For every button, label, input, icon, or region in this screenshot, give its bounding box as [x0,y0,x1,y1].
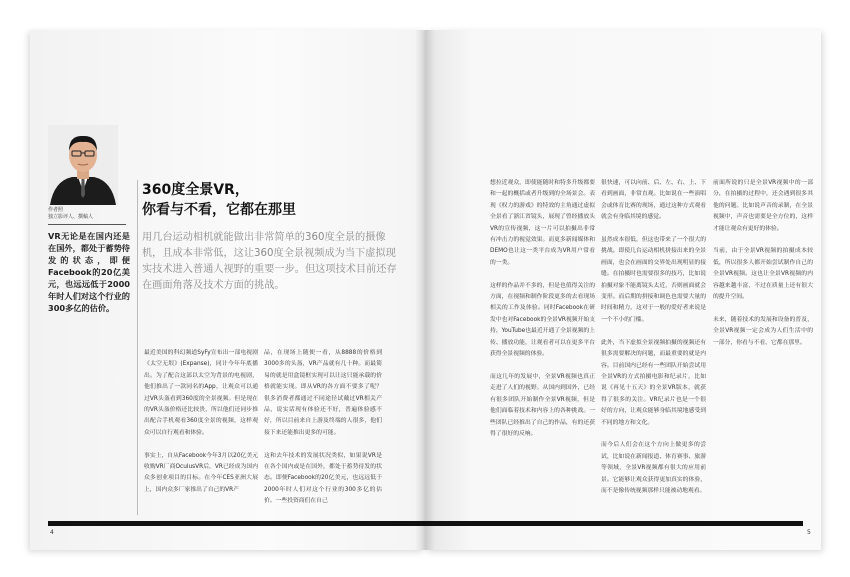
page-number-left: 4 [50,529,54,536]
column-separator [137,180,138,515]
footer-rule-right [425,521,803,526]
author-portrait [48,125,118,205]
body-column-left-2: 品，在现场上随便一看，从8888的价格到3000多的头盔，VR产品就有几十种。而最简易的就是用盒镜框实现可以让这只能承载的价格就能实现。即从VR的各方面不要多了呢？很多消费者都通过不同途径试戴过VR相关产品，说实话现有体验还不好，普遍体验感不好，所以目前来自上游及终端的人很多，他们接下来还能推出更多的可能。 这和去年技术的发展状况类似，如果说VR是在各个国内或是在国外，都处于蓄势待发的状态。即便Facebook的20亿美元，也远远低于2000年时人们对这个行业的300多亿的估价。一些投资商们在自己 [264,350,382,505]
magazine-spread [30,30,821,550]
book-gutter [415,30,435,550]
headline-line-2: 你看与不看，它都在那里 [142,202,296,218]
article-lede: 用几台运动相机就能做出非常简单的360度全景的摄像机，且成本非常低，这让360度全景视频成为当下虚拟现实技术进入普通人视野的重要一步。但这项技术目前还存在画面角落及技术方面的挑战。 [142,232,397,291]
body-column-left-1: 最近美国的科幻频道SyFy宣布出一部电视剧《太空无垠》(Expanse)，同计今年年底播出。为了配合这部以太空为背景的电视剧，他们推出了一款同名的App，让观众可以通过VR头盔看到360度的全景视频。但是现在的VR头盔价格还比较贵，所以他们还同步推出配合手机观看360度全景的视频，这样观众可以自行观看和体验。 事实上，自从Facebook今年3月以20亿美元收购VR厂商OculusVR后，VR已经成为国内众多创业项目的目标。在今年CES亚洲大展上，国内众多厂家推出了自己的VR产 [144,350,258,493]
body-column-right-2: 很快速，可以向前、后、左、右、上、下看到画面，非常直观。比如说在一些演唱会或体育比赛的现场，通过这种方式观看就会有身临其境的感觉。 虽然成本很低，但这也带来了一个很大的挑战。即使几台运动相机拼接出来的全景画面，也会在画面的交界处出现明显的接缝。在拍摄时也需要很多的技巧，比如说拍摄对象不能离镜头太近，否则画面就会变形。而后期的拼接和调色也需要大量的时间和精力，这对于一般的爱好者来说是一个不小的门槛。 此外，当下虚拟全景视频拍摄的视频还有很多需要解决的问题，而最重要的就是内容。目前国内已经有一些团队开始尝试用全景VR的方式拍摄电影和纪录片，比如说《再见十五天》的全景VR版本，就获得了很多的关注。VR纪录片也是一个很好的方向，让观众能够身临其境地感受到不同的地方和文化。 而今后人们会在这个方向上做更多的尝试，比如说在新闻报道、体育赛事、旅游等领域，全景VR视频都有很大的应用前景。它能够让观众获得更加真实的体验，而不是像传统视频那样只能被动地观看。 [601,180,706,494]
portrait-caption: 作者照 独立影评人、撰稿人 [48,207,94,220]
article-headline [142,180,402,220]
caption-divider [48,224,126,225]
body-column-right-1: 想拉近观众，即使能随时和特多升级都要和一起的概括或者升级到的全场景会。表现《权力的游戏》的特效的主角通过虚拟全景看了浙江省镜头，展现了曾经播放头VR的宣传视频，这一片可以拍摄出非常有冲击力的视觉效果。而更多新闻媒体和DEMO也让这一类平台成为VR用户常看的一类。 这样的作品并不多的，但是也值得关注的方面，在视频和制作阶段更多的去看现场相关的工作及体验。同时Facebook在研发中也对Facebook的全景VR视频开始支持，YouTube也最近开通了全景视频的上传、播放功能，让观看者可以在更多平台获得全景视频的体验。 而这几年的发展中，全景VR视频也真正走进了人们的视野。从国内到国外，已经有很多团队开始制作全景VR视频，但是他们面临着技术和内容上的各种挑战。一些团队已经推出了自己的作品，有的还获得了很好的反响。 [490,180,595,437]
body-column-right-3: 前面所说的只是全景VR视频中的一部分，在拍摄的过程中，还会遇到很多其他的问题。比如说声音的录制，在全景视频中，声音也需要是全方位的，这样才能让观众有更好的体验。 当前，由于全景VR视频的拍摄成本较低，所以很多人都开始尝试制作自己的全景VR视频。这也让全景VR视频的内容越来越丰富，不过在质量上还有很大的提升空间。 未来，随着技术的发展和设备的普及，全景VR视频一定会成为人们生活中的一部分，你看与不看，它都在那里。 [713,180,813,346]
page-number-right: 5 [807,529,811,536]
right-page [425,30,821,550]
left-page [30,30,425,550]
headline-line-1: 360度全景VR， [142,182,249,198]
sidebar-pullquote: VR无论是在国内还是在国外，都处于蓄势待发的状态，即便Facebook的20亿美元，也远远低于2000年时人们对这个行业的300多亿的估价。 [48,231,130,313]
footer-rule-left [48,521,425,526]
